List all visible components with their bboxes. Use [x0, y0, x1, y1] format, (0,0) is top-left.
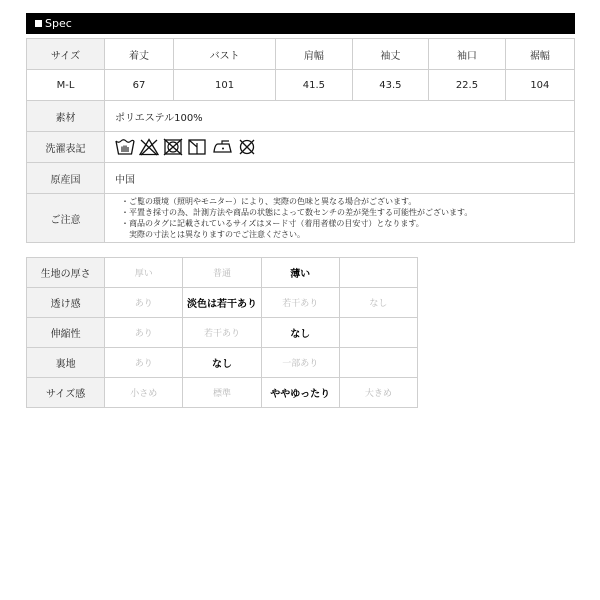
- feel-option: 若干あり: [261, 288, 339, 318]
- feel-option: [339, 348, 417, 378]
- col-header-size: サイズ: [27, 39, 105, 70]
- note-line: 実際の寸法とは異なりますのでご注意ください。: [121, 230, 305, 239]
- washing-row: [27, 132, 575, 163]
- feel-option: 大きめ: [339, 378, 417, 408]
- feel-row-lining: [27, 348, 418, 378]
- note-line: ・商品のタグに記載されているサイズはヌード寸（着用者様の目安寸）となります。: [121, 219, 424, 228]
- feel-label-thickness: 生地の厚さ: [27, 258, 105, 288]
- square-icon: [35, 20, 42, 27]
- col-header-sleeve: 袖丈: [352, 39, 429, 70]
- feel-row-fit: [27, 378, 418, 408]
- feel-option: 小さめ: [105, 378, 183, 408]
- washing-icons: [105, 132, 575, 163]
- feel-option-selected: なし: [261, 318, 339, 348]
- feel-row-thickness: [27, 258, 418, 288]
- material-value: ポリエステル100%: [105, 101, 575, 132]
- origin-label: 原産国: [27, 163, 105, 194]
- line-dry-icon: [187, 138, 207, 156]
- sleeve-value: 43.5: [352, 70, 429, 101]
- size-value: M-L: [27, 70, 105, 101]
- note-line: ・平置き採寸の為、計測方法や商品の状態によって数センチの差が発生する可能性がございます。: [121, 208, 473, 217]
- no-dry-clean-icon: [237, 138, 257, 156]
- feel-option-selected: 薄い: [261, 258, 339, 288]
- feel-option: あり: [105, 318, 183, 348]
- feel-option: 一部あり: [261, 348, 339, 378]
- shoulder-value: 41.5: [276, 70, 353, 101]
- notes-text: [105, 194, 575, 243]
- feel-label-fit: サイズ感: [27, 378, 105, 408]
- no-bleach-icon: [139, 138, 159, 156]
- no-tumble-dry-icon: [163, 138, 183, 156]
- col-header-shoulder: 肩幅: [276, 39, 353, 70]
- col-header-length: 着丈: [105, 39, 174, 70]
- size-value-row: [27, 70, 575, 101]
- feel-option-selected: 淡色は若干あり: [183, 288, 261, 318]
- spec-header: [26, 13, 575, 34]
- feel-label-sheerness: 透け感: [27, 288, 105, 318]
- low-iron-icon: [211, 138, 233, 156]
- feel-option: 標準: [183, 378, 261, 408]
- material-row: [27, 101, 575, 132]
- fabric-feel-table: [26, 257, 418, 408]
- cuff-value: 22.5: [429, 70, 506, 101]
- feel-row-sheerness: [27, 288, 418, 318]
- notes-row: [27, 194, 575, 243]
- feel-option: あり: [105, 348, 183, 378]
- feel-label-stretch: 伸縮性: [27, 318, 105, 348]
- feel-option: [339, 318, 417, 348]
- hem-value: 104: [505, 70, 574, 101]
- length-value: 67: [105, 70, 174, 101]
- bust-value: 101: [174, 70, 276, 101]
- feel-option: 普通: [183, 258, 261, 288]
- origin-row: [27, 163, 575, 194]
- feel-option-selected: なし: [183, 348, 261, 378]
- feel-option: 厚い: [105, 258, 183, 288]
- col-header-cuff: 袖口: [429, 39, 506, 70]
- washing-label: 洗濯表記: [27, 132, 105, 163]
- feel-option: [339, 258, 417, 288]
- spec-table: [26, 38, 575, 243]
- feel-option-selected: ややゆったり: [261, 378, 339, 408]
- size-header-row: [27, 39, 575, 70]
- origin-value: 中国: [105, 163, 575, 194]
- note-line: ・ご覧の環境（照明やモニター）により、実際の色味と異なる場合がございます。: [121, 197, 417, 206]
- feel-option: 若干あり: [183, 318, 261, 348]
- notes-label: ご注意: [27, 194, 105, 243]
- feel-option: なし: [339, 288, 417, 318]
- hand-wash-icon: [115, 138, 135, 156]
- feel-label-lining: 裏地: [27, 348, 105, 378]
- col-header-bust: バスト: [174, 39, 276, 70]
- feel-row-stretch: [27, 318, 418, 348]
- col-header-hem: 裾幅: [505, 39, 574, 70]
- material-label: 素材: [27, 101, 105, 132]
- spec-title: Spec: [45, 17, 72, 30]
- feel-option: あり: [105, 288, 183, 318]
